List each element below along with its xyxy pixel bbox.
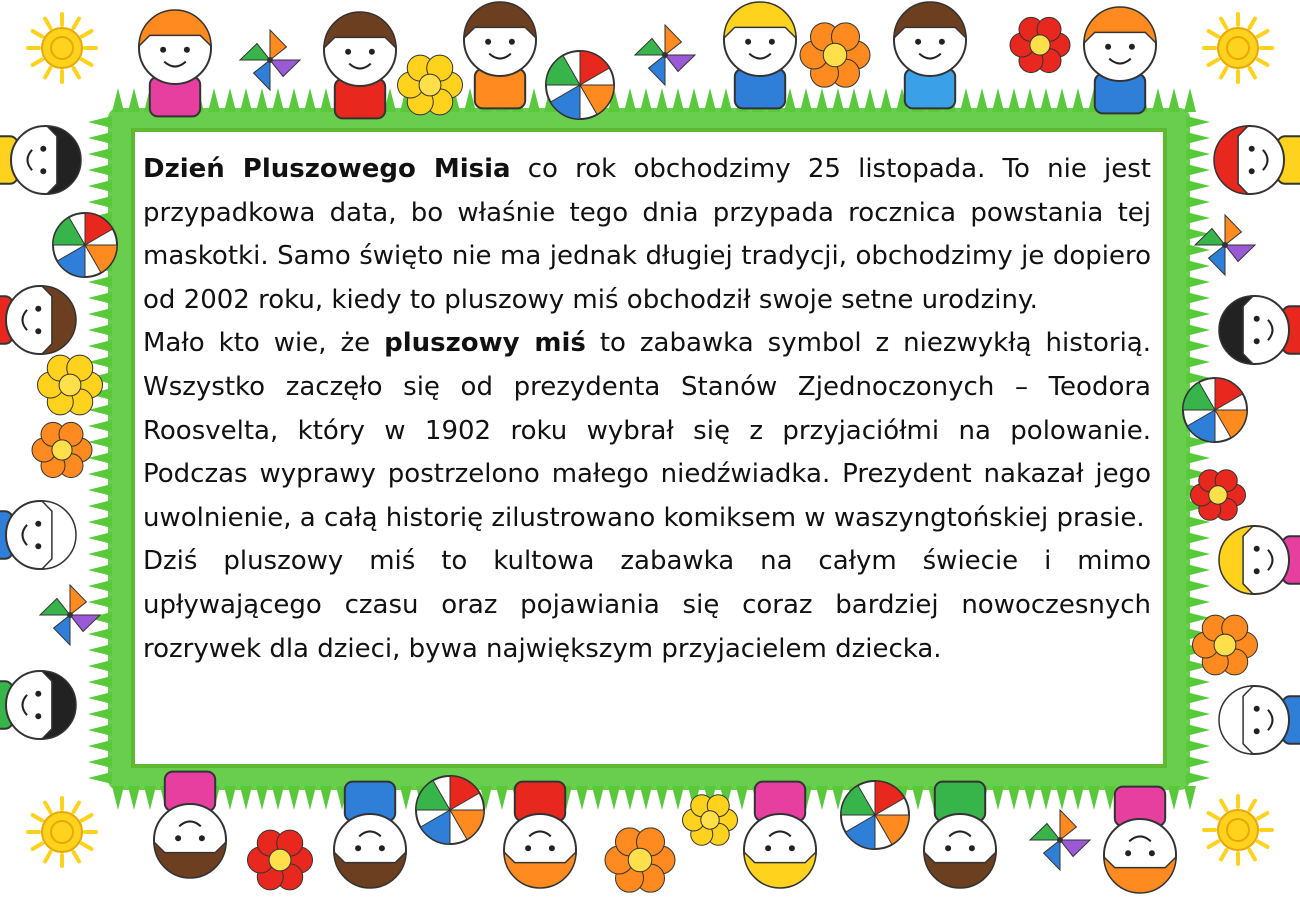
child-face-icon [504,782,576,888]
child-face-icon [744,782,816,888]
beach-ball-icon [841,781,909,849]
child-face-icon [139,10,211,116]
child-face-icon [1084,7,1156,113]
child-face-icon [0,126,81,194]
paragraph-1 [143,148,1151,322]
flower-icon [1010,17,1070,72]
sun-icon [28,14,96,82]
paragraph-1-bold: Dzień Pluszowego Misia [143,154,511,184]
child-face-icon [894,2,966,108]
flower-icon [605,828,675,892]
paragraph-2-text: to zabawka symbol z niezwykłą historią. Wszystko zaczęło się od prezydenta Stanów Zjednoczonych – Teodora Roosvelta, który w 1902 roku wybrał się z przyjaciółmi na polowanie. Podczas wyprawy postrzelono małego niedźwiadka. Prezydent nakazał jego uwolnienie, a całą historię zilustrowano komiksem w waszyngtońskiej prasie. [143,328,1151,533]
child-face-icon [1104,787,1176,893]
pinwheel-icon [240,30,300,90]
flower-icon [248,830,313,890]
child-face-icon [0,501,76,569]
child-face-icon [154,772,226,878]
child-face-icon [724,2,796,108]
child-face-icon [1219,296,1300,364]
paragraph-1-text: co rok obchodzimy 25 listopada. To nie jest przypadkowa data, bo właśnie tego dnia przypada rocznica powstania tej maskotki. Samo święto nie ma jednak długiej tradycji, obchodzimy je dopiero od 2002 roku, kiedy to pluszowy miś obchodził swoje setne urodziny. [143,154,1151,315]
sun-icon [28,798,96,866]
child-face-icon [0,671,76,739]
flower-icon [32,422,92,477]
pinwheel-icon [40,585,100,645]
paragraph-3: Dziś pluszowy miś to kultowa zabawka na całym świecie i mimo upływającego czasu oraz pojawiania się coraz bardziej nowoczesnych rozrywek dla dzieci, bywa największym przyjacielem dziecka. [143,546,1151,664]
flower-icon [800,23,870,87]
sun-icon [1204,14,1272,82]
flower-icon [683,795,738,846]
beach-ball-icon [546,51,614,119]
flower-icon [38,355,103,415]
child-face-icon [1214,126,1300,194]
child-face-icon [0,286,76,354]
paragraph-2 [143,322,1151,540]
child-face-icon [1219,526,1300,594]
text-panel [131,128,1167,768]
sun-icon [1204,796,1272,864]
beach-ball-icon [53,213,117,277]
child-face-icon [924,782,996,888]
flower-icon [1191,470,1246,521]
child-face-icon [334,782,406,888]
child-face-icon [464,2,536,108]
child-face-icon [324,12,396,118]
paragraph-2-bold: pluszowy miś [384,328,586,359]
beach-ball-icon [416,776,484,844]
child-face-icon [1219,686,1300,754]
paragraph-2-intro: Mało kto wie, że [143,328,385,359]
pinwheel-icon [1030,810,1090,870]
beach-ball-icon [1183,378,1247,442]
pinwheel-icon [635,25,695,85]
